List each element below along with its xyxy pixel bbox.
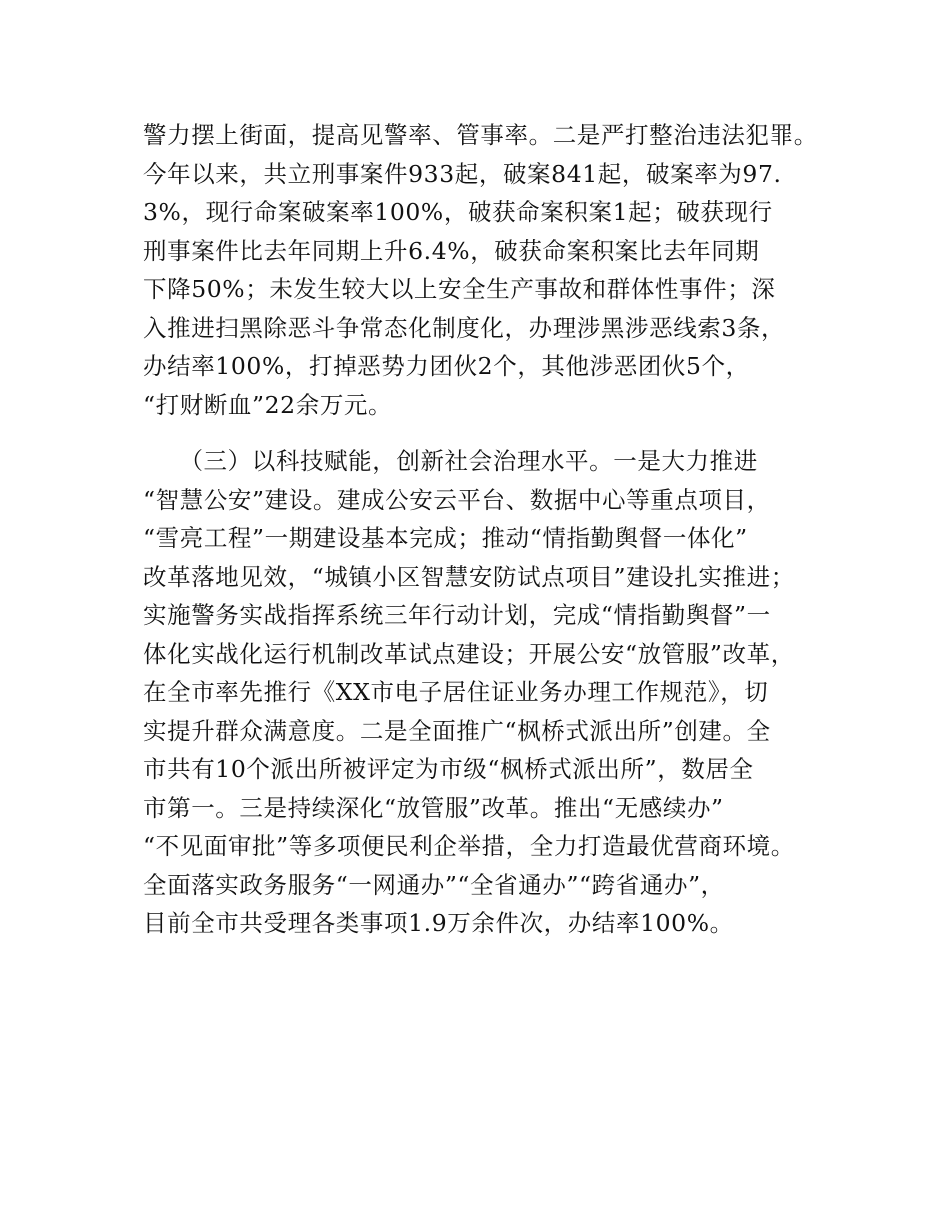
text-line: “不见面审批”等多项便民利企举措，全力打造最优营商环境。 [143, 832, 795, 860]
text-line: 市共有10个派出所被评定为市级“枫桥式派出所”，数居全 [143, 755, 754, 783]
text-line: 实提升群众满意度。二是全面推广“枫桥式派出所”创建。全 [143, 716, 771, 745]
text-line: 今年以来，共立刑事案件933起，破案841起，破案率为97. [143, 159, 782, 188]
text-line: （三）以科技赋能，创新社会治理水平。一是大力推进 [143, 447, 758, 475]
text-line: 办结率100%，打掉恶势力团伙2个，其他涉恶团伙5个， [143, 352, 750, 380]
text-line: 目前全市共受理各类事项1.9万余件次，办结率100%。 [143, 909, 734, 937]
text-line: 3%，现行命案破案率100%，破获命案积案1起；破获现行 [143, 198, 773, 226]
text-line: 全面落实政务服务“一网通办”“全省通办”“跨省通办”， [143, 870, 725, 899]
text-line: 在全市率先推行《XX市电子居住证业务办理工作规范》，切 [143, 678, 769, 706]
paragraph-1 [143, 116, 823, 424]
text-line: 下降50%；未发生较大以上安全生产事故和群体性事件；深 [143, 275, 776, 303]
text-line: 体化实战化运行机制改革试点建设；开展公安“放管服”改革， [143, 639, 795, 668]
text-line: 改革落地见效，“城镇小区智慧安防试点项目”建设扎实推进； [143, 562, 795, 591]
text-line: 警力摆上街面，提高见警率、管事率。二是严打整治违法犯罪。 [143, 121, 818, 149]
text-line: 实施警务实战指挥系统三年行动计划，完成“情指勤舆督”一 [143, 601, 771, 629]
paragraph-spacing [143, 424, 823, 442]
text-line: “智慧公安”建设。建成公安云平台、数据中心等重点项目， [143, 485, 771, 514]
text-line: 刑事案件比去年同期上升6.4%，破获命案积案比去年同期 [143, 236, 760, 265]
paragraph-2 [143, 442, 823, 943]
text-line: “打财断血”22余万元。 [143, 390, 393, 419]
body-text [143, 116, 823, 943]
text-line: 市第一。三是持续深化“放管服”改革。推出“无感续办” [143, 793, 724, 822]
text-line: 入推进扫黑除恶斗争常态化制度化，办理涉黑涉恶线索3条， [143, 313, 786, 342]
text-line: “雪亮工程”一期建设基本完成；推动“情指勤舆督一体化” [143, 524, 748, 552]
